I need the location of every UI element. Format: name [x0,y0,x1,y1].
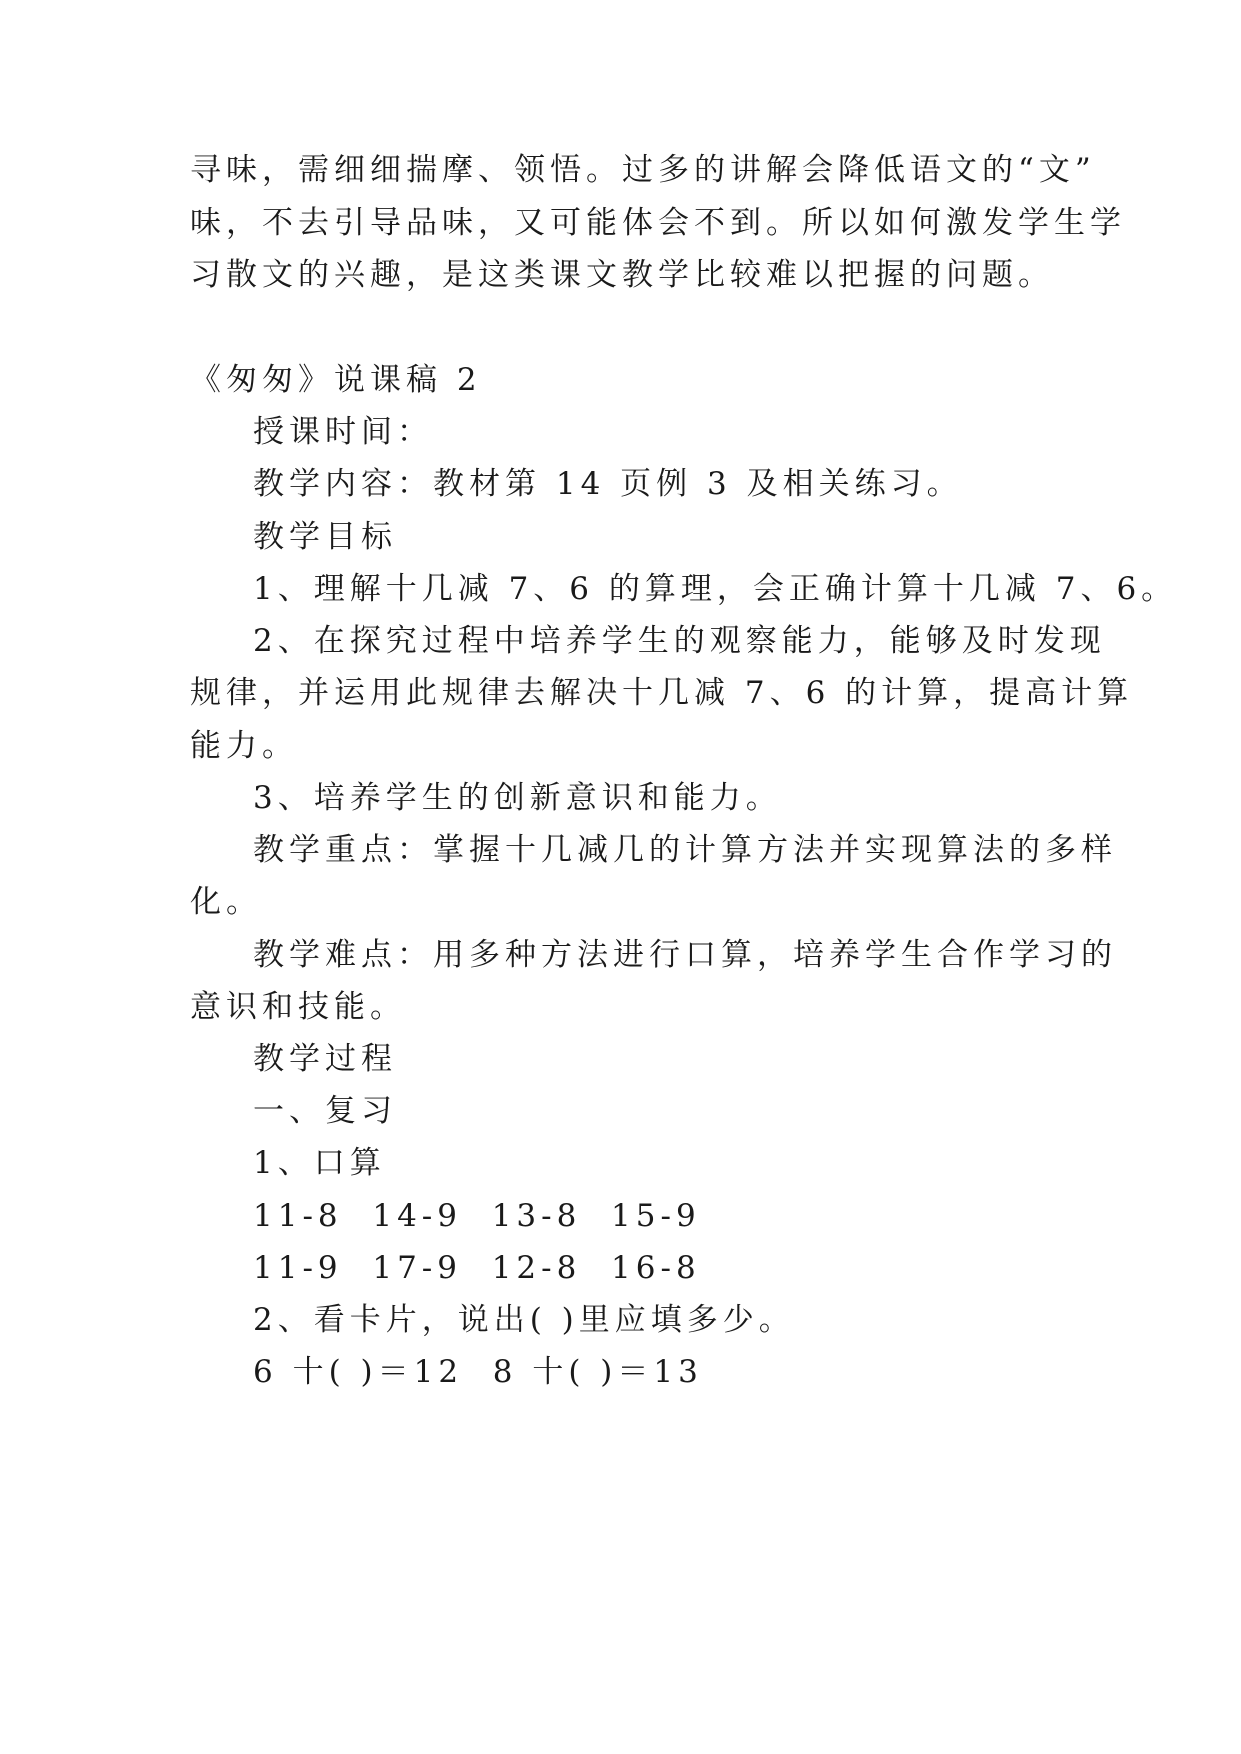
intro-line-3: 习散文的兴趣，是这类课文教学比较难以把握的问题。 [190,257,1054,293]
card-task: 2、看卡片，说出( )里应填多少。 [253,1302,795,1338]
review-heading: 一、复习 [253,1093,397,1129]
oral-heading: 1、口算 [253,1145,386,1181]
objective-3: 3、培养学生的创新意识和能力。 [253,780,782,816]
difficulty-line-2: 意识和技能。 [190,989,406,1025]
intro-line-2: 味，不去引导品味，又可能体会不到。所以如何激发学生学 [190,205,1126,241]
objective-2-line-1: 2、在探究过程中培养学生的观察能力，能够及时发现 [253,623,1106,659]
key-point-line-1: 教学重点：掌握十几减几的计算方法并实现算法的多样 [253,832,1117,868]
oral-row-1: 11-8 14-9 13-8 15-9 [253,1198,701,1234]
intro-line-1: 寻味，需细细揣摩、领悟。过多的讲解会降低语文的“文” [190,152,1096,188]
objective-1: 1、理解十几减 7、6 的算理，会正确计算十几减 7、6。 [253,571,1178,607]
objective-2-line-3: 能力。 [190,728,298,764]
key-point-line-2: 化。 [190,884,262,920]
oral-row-2: 11-9 17-9 12-8 16-8 [253,1250,701,1286]
section-title: 《匆匆》说课稿 2 [190,362,482,398]
process-heading: 教学过程 [253,1041,397,1077]
time-label: 授课时间： [253,414,433,450]
objectives-heading: 教学目标 [253,519,397,555]
teaching-content: 教学内容：教材第 14 页例 3 及相关练习。 [253,466,963,502]
objective-2-line-2: 规律，并运用此规律去解决十几减 7、6 的计算，提高计算 [190,675,1134,711]
card-row: 6 十( )＝12 8 十( )＝13 [253,1354,703,1390]
difficulty-line-1: 教学难点：用多种方法进行口算，培养学生合作学习的 [253,937,1117,973]
